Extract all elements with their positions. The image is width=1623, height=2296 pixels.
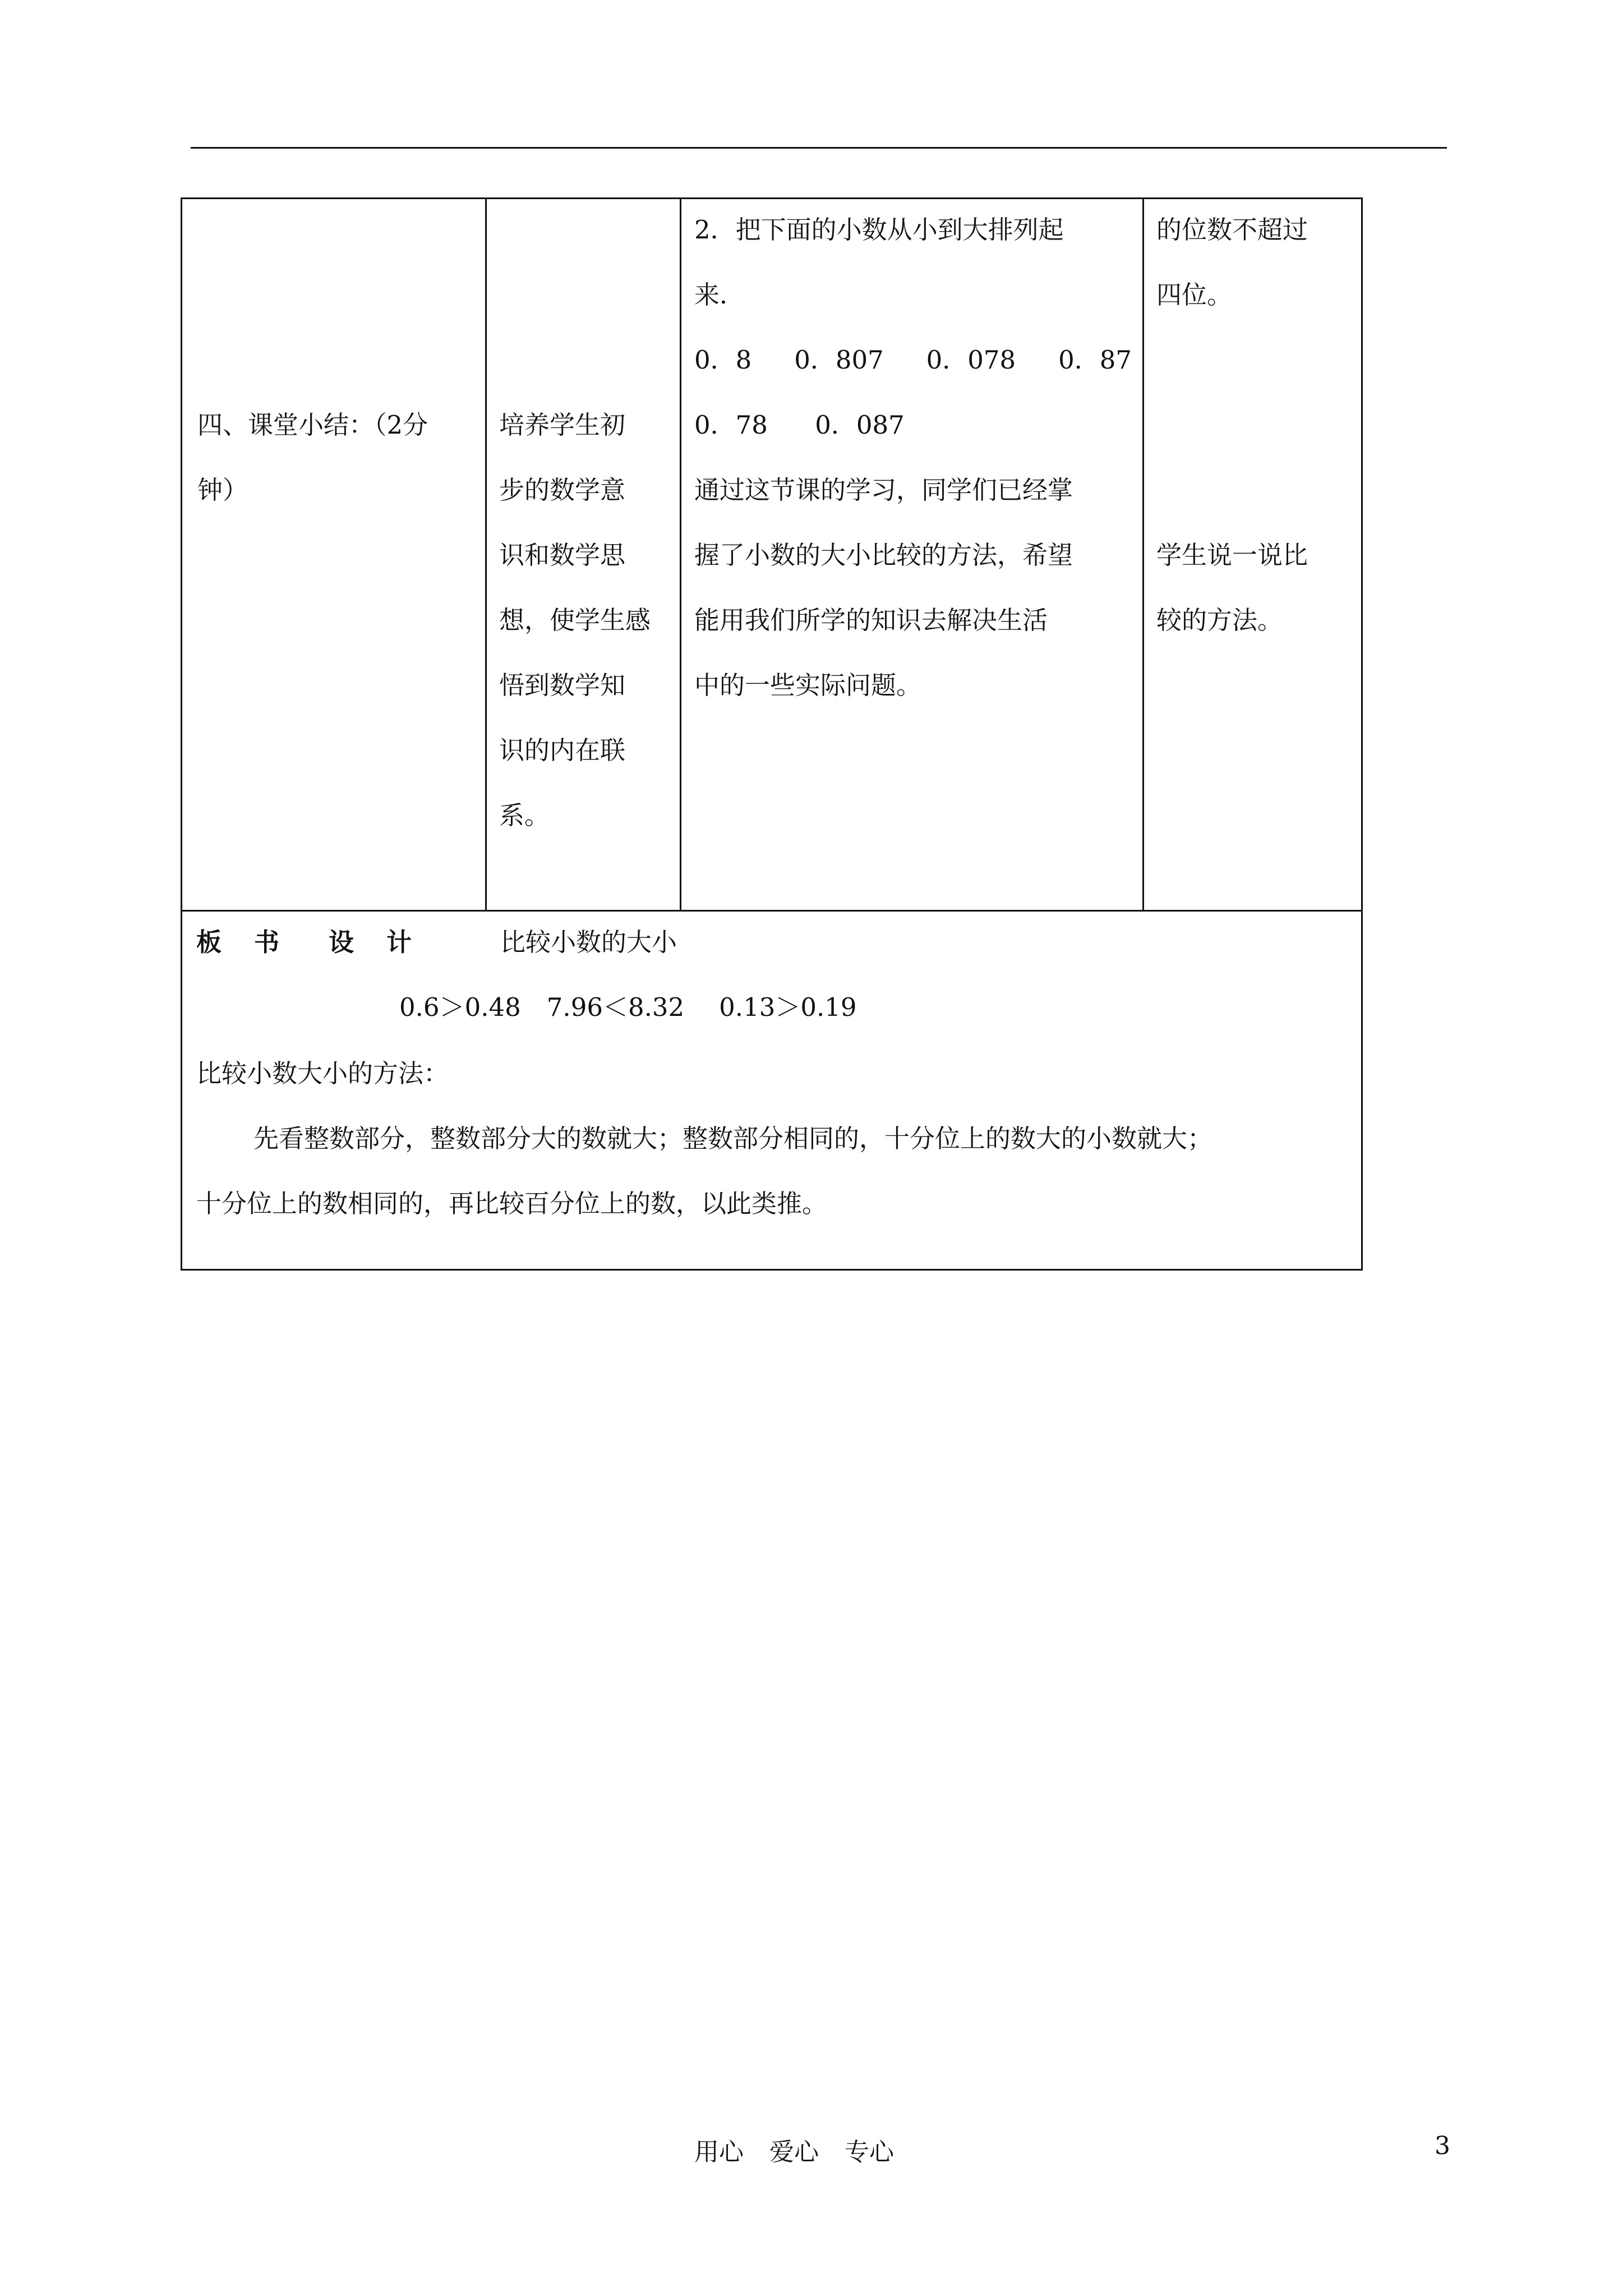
motto-word: 专心 xyxy=(845,2138,894,2166)
student-line: 的位数不超过 xyxy=(1156,215,1308,245)
decimal-item: 0．87 xyxy=(1058,345,1132,375)
board-design-label xyxy=(196,910,444,975)
student-line: 四位。 xyxy=(1156,280,1233,310)
teacher-activity-cell xyxy=(694,197,1132,718)
board-label-char: 计 xyxy=(386,927,412,957)
decimal-item: 0．087 xyxy=(815,410,905,440)
decimals-row xyxy=(694,328,1132,393)
method-title: 比较小数大小的方法： xyxy=(196,1059,449,1088)
page-number: 3 xyxy=(1435,2132,1450,2160)
purpose-line: 培养学生初 xyxy=(499,410,626,440)
purpose-line: 悟到数学知 xyxy=(499,670,626,700)
method-line: 十分位上的数相同的，再比较百分位上的数，以此类推。 xyxy=(196,1189,828,1218)
student-line: 学生说一说比 xyxy=(1156,540,1308,570)
board-label-char: 设 xyxy=(329,927,354,957)
footer-motto xyxy=(694,2132,920,2168)
decimal-item: 0．807 xyxy=(794,345,884,375)
decimals-row xyxy=(694,393,1132,458)
purpose-cell xyxy=(499,393,667,848)
student-activity-cell xyxy=(1156,197,1355,328)
purpose-line: 系。 xyxy=(499,800,550,830)
stage-line: 四、课堂小结：（2分 xyxy=(197,410,428,440)
summary-line: 握了小数的大小比较的方法，希望 xyxy=(694,540,1073,570)
motto-word: 用心 xyxy=(694,2138,744,2166)
exercise-line: 2．把下面的小数从小到大排列起 xyxy=(694,215,1064,245)
board-label-char: 板 xyxy=(196,927,222,957)
summary-line: 中的一些实际问题。 xyxy=(694,670,922,700)
comparison-item: 0.13＞0.19 xyxy=(719,992,857,1022)
board-label-char: 书 xyxy=(254,927,280,957)
table-divider-2 xyxy=(680,197,681,912)
motto-word: 爱心 xyxy=(769,2138,819,2166)
purpose-line: 识的内在联 xyxy=(499,735,626,765)
stage-line: 钟） xyxy=(197,475,248,505)
comparison-item: 0.6＞0.48 xyxy=(399,992,521,1022)
stage-cell xyxy=(197,393,472,523)
summary-line: 能用我们所学的知识去解决生活 xyxy=(694,605,1048,635)
student-activity-bottom xyxy=(1156,523,1355,653)
decimal-item: 0．78 xyxy=(694,410,768,440)
table-divider-3 xyxy=(1142,197,1144,912)
purpose-line: 识和数学思 xyxy=(499,540,626,570)
board-title: 比较小数的大小 xyxy=(500,927,677,957)
decimal-item: 0．078 xyxy=(926,345,1016,375)
summary-line: 通过这节课的学习，同学们已经掌 xyxy=(694,475,1073,505)
header-rule xyxy=(191,147,1447,149)
decimal-item: 0．8 xyxy=(694,345,752,375)
purpose-line: 步的数学意 xyxy=(499,475,626,505)
purpose-line: 想，使学生感 xyxy=(499,605,651,635)
comparison-item: 7.96＜8.32 xyxy=(546,992,685,1022)
table-divider-1 xyxy=(485,197,487,912)
student-line: 较的方法。 xyxy=(1156,605,1283,635)
comparisons-row xyxy=(399,975,857,1040)
exercise-line: 来． xyxy=(694,280,745,310)
method-line: 先看整数部分，整数部分大的数就大；整数部分相同的，十分位上的数大的小数就大； xyxy=(253,1124,1213,1153)
